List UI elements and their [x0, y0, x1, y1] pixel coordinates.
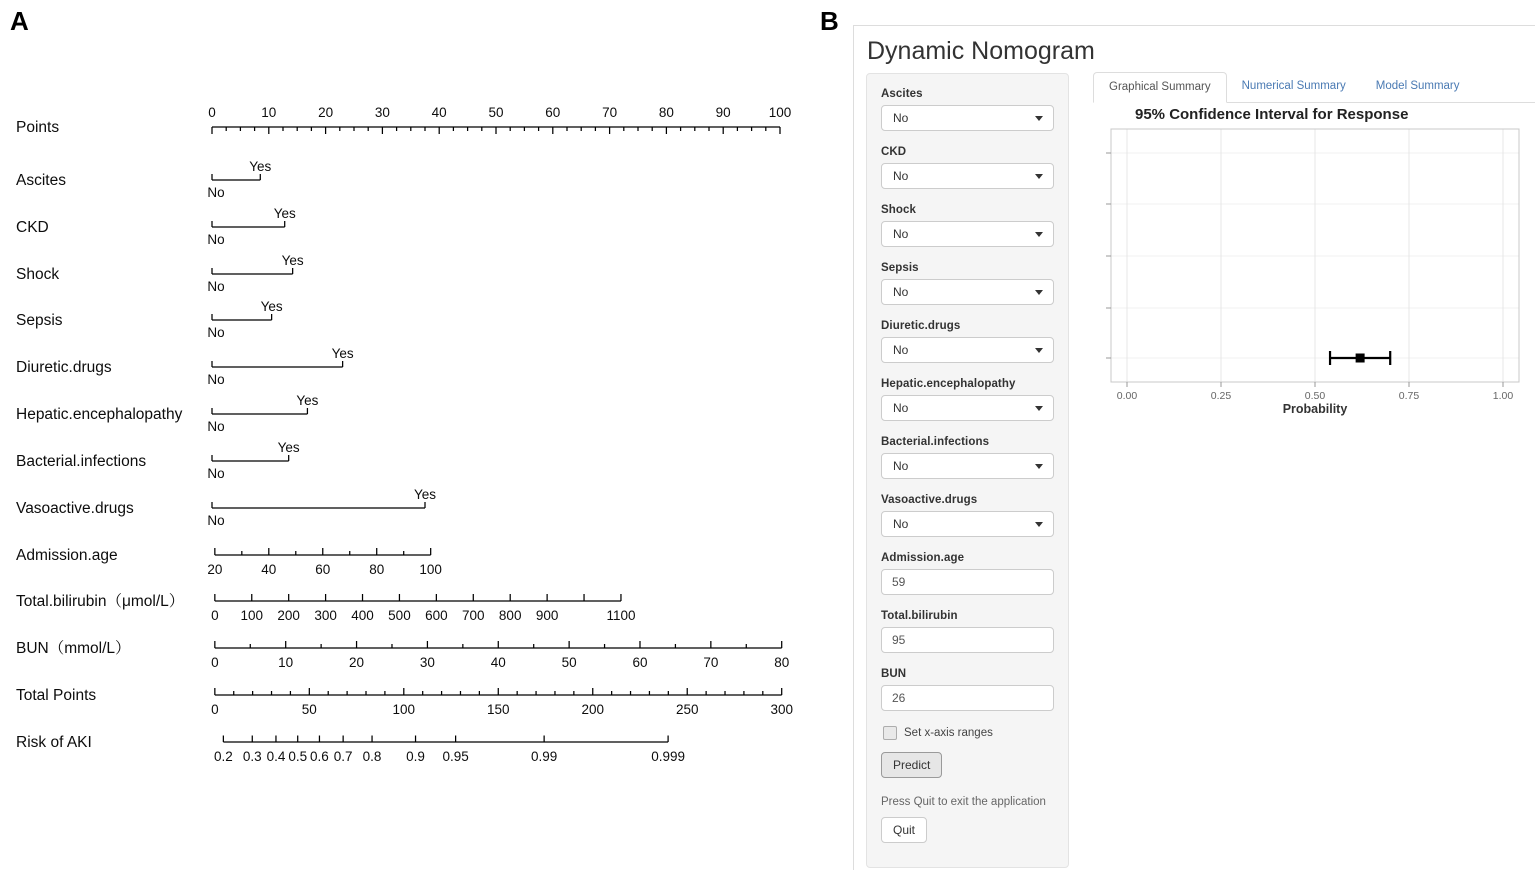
- svg-text:Ascites: Ascites: [16, 172, 66, 189]
- diuretic-drugs-select[interactable]: [881, 337, 1054, 363]
- svg-text:0.00: 0.00: [1116, 390, 1138, 402]
- svg-text:50: 50: [488, 105, 504, 120]
- app-title: Dynamic Nomogram: [867, 37, 1095, 65]
- svg-text:250: 250: [675, 702, 699, 717]
- svg-text:0.999: 0.999: [651, 749, 686, 764]
- svg-text:No: No: [207, 232, 225, 247]
- svg-text:Total Points: Total Points: [16, 687, 97, 704]
- admission-age-input[interactable]: [881, 569, 1054, 595]
- svg-text:0.9: 0.9: [406, 749, 425, 764]
- svg-text:70: 70: [703, 655, 719, 670]
- svg-text:40: 40: [431, 105, 447, 120]
- sepsis-label: Sepsis: [881, 262, 919, 274]
- svg-text:Yes: Yes: [273, 206, 296, 221]
- svg-text:40: 40: [261, 562, 277, 577]
- bacterial-infections-select[interactable]: [881, 453, 1054, 479]
- svg-text:0.25: 0.25: [1210, 390, 1232, 402]
- svg-text:Yes: Yes: [296, 393, 319, 408]
- svg-text:0.8: 0.8: [362, 749, 382, 764]
- svg-text:100: 100: [392, 702, 416, 717]
- svg-text:200: 200: [581, 702, 605, 717]
- svg-text:80: 80: [774, 655, 790, 670]
- svg-text:No: No: [207, 466, 225, 481]
- svg-text:0.6: 0.6: [310, 749, 329, 764]
- dropdown-caret-icon: [1035, 406, 1043, 411]
- svg-text:Bacterial.infections: Bacterial.infections: [16, 453, 147, 470]
- tab-model-summary[interactable]: Model Summary: [1375, 80, 1460, 92]
- svg-text:60: 60: [315, 562, 331, 577]
- svg-text:Vasoactive.drugs: Vasoactive.drugs: [16, 500, 134, 517]
- predict-button[interactable]: Predict: [881, 752, 942, 778]
- svg-text:Points: Points: [16, 119, 60, 136]
- bun-input[interactable]: [881, 685, 1054, 711]
- svg-text:10: 10: [278, 655, 294, 670]
- svg-text:80: 80: [369, 562, 385, 577]
- ascites-label: Ascites: [881, 88, 923, 100]
- svg-text:500: 500: [388, 608, 411, 623]
- tab-bar: [1093, 72, 1535, 103]
- svg-text:0: 0: [211, 702, 219, 717]
- svg-text:0: 0: [211, 655, 219, 670]
- svg-text:Probability: Probability: [1282, 402, 1348, 416]
- sepsis-select[interactable]: [881, 279, 1054, 305]
- svg-text:300: 300: [314, 608, 337, 623]
- dropdown-caret-icon: [1035, 232, 1043, 237]
- plot-title: 95% Confidence Interval for Response: [1135, 106, 1409, 123]
- tab-graphical-summary[interactable]: Graphical Summary: [1093, 72, 1227, 103]
- hepatic-encephalopathy-label: Hepatic.encephalopathy: [881, 378, 1016, 390]
- svg-text:0.50: 0.50: [1304, 390, 1326, 402]
- svg-text:Yes: Yes: [260, 299, 283, 314]
- shock-select-value: No: [893, 227, 909, 241]
- sepsis-group: [881, 262, 1054, 305]
- svg-text:No: No: [207, 279, 225, 294]
- admission-age-label: Admission.age: [881, 552, 965, 564]
- total-bilirubin-group: [881, 610, 1054, 653]
- svg-text:No: No: [207, 513, 225, 528]
- svg-text:Yes: Yes: [331, 346, 354, 361]
- svg-text:80: 80: [658, 105, 674, 120]
- svg-text:60: 60: [632, 655, 648, 670]
- svg-text:70: 70: [602, 105, 618, 120]
- svg-text:No: No: [207, 325, 225, 340]
- svg-text:Sepsis: Sepsis: [16, 312, 63, 329]
- sidebar-panel: [866, 73, 1069, 868]
- ckd-select[interactable]: [881, 163, 1054, 189]
- set-x-axis-ranges-checkbox[interactable]: [883, 726, 897, 740]
- svg-text:100: 100: [419, 562, 442, 577]
- svg-text:Yes: Yes: [249, 159, 272, 174]
- quit-help-text: Press Quit to exit the application: [881, 796, 1046, 808]
- svg-text:0.3: 0.3: [242, 749, 262, 764]
- svg-text:90: 90: [715, 105, 731, 120]
- ascites-group: [881, 88, 1054, 131]
- set-x-axis-ranges-label: Set x-axis ranges: [904, 727, 993, 739]
- svg-text:0: 0: [211, 608, 219, 623]
- set-x-axis-ranges-row: [883, 726, 1054, 740]
- svg-text:100: 100: [240, 608, 264, 623]
- vasoactive-drugs-select[interactable]: [881, 511, 1054, 537]
- svg-text:No: No: [207, 372, 225, 387]
- svg-text:900: 900: [535, 608, 559, 623]
- bun-label: BUN: [881, 668, 907, 680]
- svg-text:0.99: 0.99: [530, 749, 558, 764]
- bacterial-infections-label: Bacterial.infections: [881, 436, 990, 448]
- svg-text:100: 100: [768, 105, 792, 120]
- svg-text:0.7: 0.7: [333, 749, 353, 764]
- svg-text:150: 150: [487, 702, 510, 717]
- svg-text:50: 50: [301, 702, 317, 717]
- ckd-select-value: No: [893, 169, 909, 183]
- dropdown-caret-icon: [1035, 464, 1043, 469]
- svg-text:CKD: CKD: [16, 219, 49, 236]
- ascites-select-value: No: [893, 111, 909, 125]
- dropdown-caret-icon: [1035, 348, 1043, 353]
- ckd-label: CKD: [881, 146, 907, 158]
- svg-text:40: 40: [490, 655, 506, 670]
- shock-group: [881, 204, 1054, 247]
- svg-text:30: 30: [419, 655, 435, 670]
- svg-text:0.2: 0.2: [213, 749, 233, 764]
- svg-text:Total.bilirubin（μmol/L）: Total.bilirubin（μmol/L）: [16, 593, 185, 610]
- svg-text:10: 10: [261, 105, 277, 120]
- dropdown-caret-icon: [1035, 290, 1043, 295]
- vasoactive-drugs-group: [881, 494, 1054, 537]
- confidence-interval-plot: [1096, 121, 1535, 421]
- sepsis-select-value: No: [893, 285, 909, 299]
- svg-text:Hepatic.encephalopathy: Hepatic.encephalopathy: [16, 406, 183, 423]
- bun-group: [881, 668, 1054, 711]
- panel-a-label: A: [10, 6, 29, 36]
- svg-text:0.5: 0.5: [288, 749, 308, 764]
- ascites-select[interactable]: [881, 105, 1054, 131]
- svg-text:30: 30: [374, 105, 390, 120]
- svg-text:50: 50: [561, 655, 577, 670]
- bacterial-infections-group: [881, 436, 1054, 479]
- svg-text:20: 20: [349, 655, 365, 670]
- svg-text:No: No: [207, 419, 225, 434]
- admission-age-group: [881, 552, 1054, 595]
- svg-text:1100: 1100: [606, 608, 636, 623]
- shock-select[interactable]: [881, 221, 1054, 247]
- quit-button[interactable]: Quit: [881, 817, 927, 843]
- svg-text:BUN（mmol/L）: BUN（mmol/L）: [16, 640, 131, 657]
- svg-text:Yes: Yes: [277, 440, 300, 455]
- hepatic-encephalopathy-select-value: No: [893, 401, 909, 415]
- svg-text:700: 700: [462, 608, 485, 623]
- diuretic-drugs-group: [881, 320, 1054, 363]
- hepatic-encephalopathy-group: [881, 378, 1054, 421]
- svg-text:400: 400: [351, 608, 374, 623]
- svg-text:0: 0: [208, 105, 216, 120]
- svg-text:0.4: 0.4: [266, 749, 286, 764]
- diuretic-drugs-label: Diuretic.drugs: [881, 320, 961, 332]
- ckd-group: [881, 146, 1054, 189]
- svg-text:Diuretic.drugs: Diuretic.drugs: [16, 359, 112, 376]
- shock-label: Shock: [881, 204, 917, 216]
- vasoactive-drugs-select-value: No: [893, 517, 909, 531]
- dynamic-nomogram-app: [853, 25, 1535, 870]
- dropdown-caret-icon: [1035, 116, 1043, 121]
- svg-text:800: 800: [498, 608, 522, 623]
- total-bilirubin-label: Total.bilirubin: [881, 610, 958, 622]
- svg-text:20: 20: [207, 562, 223, 577]
- diuretic-drugs-select-value: No: [893, 343, 909, 357]
- svg-text:200: 200: [277, 608, 300, 623]
- svg-text:Yes: Yes: [413, 487, 437, 502]
- svg-text:No: No: [207, 185, 225, 200]
- svg-text:Admission.age: Admission.age: [16, 547, 118, 564]
- tab-numerical-summary[interactable]: Numerical Summary: [1241, 80, 1346, 92]
- svg-text:Yes: Yes: [281, 253, 304, 268]
- svg-text:600: 600: [425, 608, 448, 623]
- hepatic-encephalopathy-select[interactable]: [881, 395, 1054, 421]
- svg-text:60: 60: [545, 105, 561, 120]
- svg-text:1.00: 1.00: [1492, 390, 1514, 402]
- svg-text:300: 300: [770, 702, 793, 717]
- svg-text:20: 20: [318, 105, 334, 120]
- dropdown-caret-icon: [1035, 174, 1043, 179]
- svg-text:Shock: Shock: [16, 266, 60, 283]
- svg-text:Risk of AKI: Risk of AKI: [16, 734, 92, 751]
- svg-text:0.75: 0.75: [1398, 390, 1420, 402]
- panel-b-label: B: [820, 6, 839, 36]
- bacterial-infections-select-value: No: [893, 459, 909, 473]
- svg-text:0.95: 0.95: [442, 749, 469, 764]
- vasoactive-drugs-label: Vasoactive.drugs: [881, 494, 978, 506]
- total-bilirubin-input[interactable]: [881, 627, 1054, 653]
- dropdown-caret-icon: [1035, 522, 1043, 527]
